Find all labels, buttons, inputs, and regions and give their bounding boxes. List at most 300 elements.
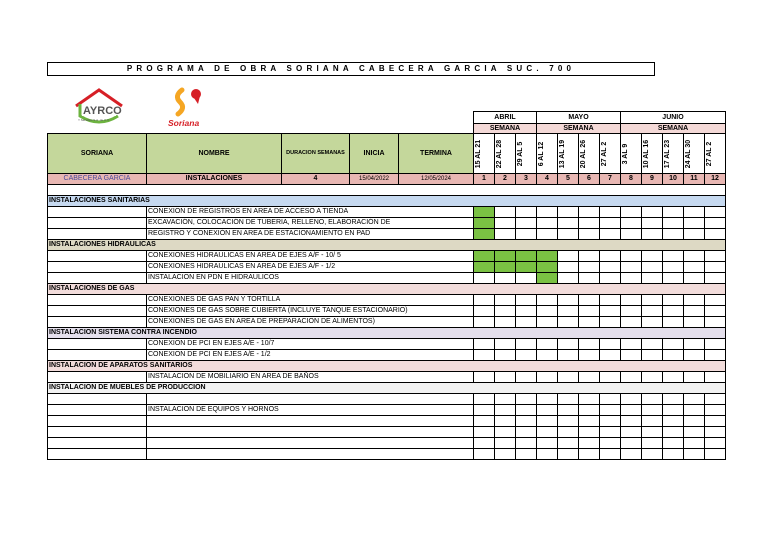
week-cell — [558, 262, 579, 273]
month-abril: ABRIL — [474, 112, 537, 124]
week-cell — [705, 207, 726, 218]
week-cell — [516, 350, 537, 361]
task-name: REGISTRO Y CONEXIÓN EN AREA DE ESTACIONAMIENTO EN PAD — [147, 229, 474, 240]
week-cell — [621, 339, 642, 350]
task-soriana-cell — [48, 350, 147, 361]
week-cell — [600, 438, 621, 449]
week-cell — [516, 262, 537, 273]
task-row — [48, 218, 726, 229]
week-cell — [705, 251, 726, 262]
week-label: 29 AL 5 — [517, 141, 524, 166]
week-cell — [495, 449, 516, 460]
task-name: CONEXIONES HIDRAULICAS EN AREA DE EJES A/F - 10/ 5 — [147, 251, 474, 262]
week-cell — [621, 218, 642, 229]
week-cell — [474, 273, 495, 284]
week-cell — [600, 218, 621, 229]
section-label: INSTALACION SISTEMA CONTRA INCENDIO — [48, 328, 726, 339]
week-cell — [684, 273, 705, 284]
week-cell — [579, 427, 600, 438]
week-cell — [600, 339, 621, 350]
task-name: CONEXIONES DE GAS SOBRE CUBIERTA (INCLUYE TANQUE ESTACIONARIO) — [147, 306, 474, 317]
week-cell — [663, 416, 684, 427]
week-cell — [579, 218, 600, 229]
week-number: 2 — [495, 174, 516, 185]
task-soriana-cell — [48, 394, 147, 405]
week-cell — [705, 295, 726, 306]
week-cell — [663, 317, 684, 328]
week-cell — [495, 372, 516, 383]
week-label: 17 AL 23 — [664, 139, 671, 168]
week-cell — [705, 273, 726, 284]
week-header — [516, 134, 537, 174]
task-soriana-cell — [48, 229, 147, 240]
week-number: 1 — [474, 174, 495, 185]
task-row — [48, 438, 726, 449]
week-cell — [537, 427, 558, 438]
week-cell — [684, 427, 705, 438]
week-cell — [663, 218, 684, 229]
semana-row — [48, 124, 726, 134]
week-cell — [516, 405, 537, 416]
info-nombre: INSTALACIONES — [147, 174, 282, 185]
week-cell — [642, 229, 663, 240]
task-name — [147, 438, 474, 449]
task-row — [48, 449, 726, 460]
week-cell — [474, 229, 495, 240]
week-cell — [474, 306, 495, 317]
section-label: INSTALACION DE APARATOS SANITARIOS — [48, 361, 726, 372]
section-row — [48, 383, 726, 394]
info-soriana: CABECERA GARCIA — [48, 174, 147, 185]
task-row — [48, 339, 726, 350]
task-row — [48, 295, 726, 306]
header-nombre: NOMBRE — [147, 134, 282, 174]
week-label: 27 AL 2 — [706, 141, 713, 166]
task-name: CONEXIONES HIDRAULICAS EN AREA DE EJES A/F - 1/2 — [147, 262, 474, 273]
week-number: 8 — [621, 174, 642, 185]
week-cell — [579, 416, 600, 427]
task-row — [48, 394, 726, 405]
task-soriana-cell — [48, 273, 147, 284]
week-cell — [663, 295, 684, 306]
week-cell — [642, 394, 663, 405]
week-cell — [621, 350, 642, 361]
ayrco-text: AYRCO — [83, 105, 122, 117]
week-cell — [621, 438, 642, 449]
week-cell — [642, 405, 663, 416]
week-cell — [495, 306, 516, 317]
week-label: 27 AL 2 — [601, 141, 608, 166]
week-cell — [600, 273, 621, 284]
week-cell — [516, 273, 537, 284]
week-cell — [684, 438, 705, 449]
week-header — [705, 134, 726, 174]
week-label: 20 AL 26 — [580, 139, 587, 168]
week-cell — [621, 317, 642, 328]
week-cell — [579, 449, 600, 460]
week-cell — [516, 317, 537, 328]
week-cell — [516, 394, 537, 405]
week-cell — [621, 207, 642, 218]
week-cell — [642, 427, 663, 438]
week-number: 4 — [537, 174, 558, 185]
week-cell — [642, 295, 663, 306]
week-cell — [705, 372, 726, 383]
task-row — [48, 251, 726, 262]
week-number: 10 — [663, 174, 684, 185]
week-label: 24 AL 30 — [685, 139, 692, 168]
week-cell — [705, 427, 726, 438]
week-cell — [600, 449, 621, 460]
week-cell — [684, 416, 705, 427]
page-title: PROGRAMA DE OBRA SORIANA CABECERA GARCIA SUC. 700 — [47, 62, 655, 76]
week-label: 13 AL 19 — [559, 139, 566, 168]
week-cell — [516, 306, 537, 317]
week-cell — [495, 427, 516, 438]
week-cell — [474, 449, 495, 460]
week-cell — [579, 339, 600, 350]
task-name: CONEXIONES DE GAS PAN Y TORTILLA — [147, 295, 474, 306]
week-cell — [474, 394, 495, 405]
task-name: INSTALACION DE MOBILIARIO EN AREA DE BAÑOS — [147, 372, 474, 383]
week-cell — [579, 251, 600, 262]
week-cell — [558, 229, 579, 240]
week-header — [558, 134, 579, 174]
task-name — [147, 449, 474, 460]
week-cell — [621, 295, 642, 306]
task-row — [48, 207, 726, 218]
week-cell — [600, 372, 621, 383]
week-cell — [684, 372, 705, 383]
week-cell — [663, 372, 684, 383]
week-cell — [537, 262, 558, 273]
week-cell — [495, 416, 516, 427]
week-cell — [537, 317, 558, 328]
week-cell — [684, 306, 705, 317]
week-cell — [621, 306, 642, 317]
week-cell — [600, 427, 621, 438]
week-cell — [516, 427, 537, 438]
section-row — [48, 284, 726, 295]
week-cell — [705, 416, 726, 427]
week-cell — [579, 438, 600, 449]
week-cell — [474, 427, 495, 438]
week-cell — [705, 350, 726, 361]
week-cell — [537, 273, 558, 284]
week-cell — [663, 394, 684, 405]
week-cell — [705, 229, 726, 240]
task-name: EXCAVACIÓN, COLOCACIÓN DE TUBERIA, RELLENO, ELABORACIÓN DE — [147, 218, 474, 229]
task-row — [48, 317, 726, 328]
week-cell — [663, 427, 684, 438]
week-cell — [537, 306, 558, 317]
task-row — [48, 427, 726, 438]
week-cell — [705, 262, 726, 273]
week-number: 7 — [600, 174, 621, 185]
week-cell — [600, 405, 621, 416]
week-cell — [537, 295, 558, 306]
week-header — [642, 134, 663, 174]
week-cell — [537, 416, 558, 427]
week-cell — [684, 317, 705, 328]
week-cell — [558, 339, 579, 350]
week-cell — [495, 394, 516, 405]
week-cell — [642, 273, 663, 284]
section-label: INSTALACIONES SANITARIAS — [48, 196, 726, 207]
task-name — [147, 427, 474, 438]
week-cell — [579, 317, 600, 328]
week-cell — [684, 218, 705, 229]
week-cell — [558, 427, 579, 438]
section-row — [48, 240, 726, 251]
week-cell — [474, 317, 495, 328]
header-duracion: DURACION SEMANAS — [282, 134, 350, 174]
week-label: 22 AL 28 — [496, 139, 503, 168]
task-name — [147, 394, 474, 405]
task-soriana-cell — [48, 207, 147, 218]
week-cell — [621, 251, 642, 262]
section-row — [48, 328, 726, 339]
week-cell — [621, 416, 642, 427]
week-cell — [600, 207, 621, 218]
task-name: INSTALACION EN PDN E HIDRAULICOS — [147, 273, 474, 284]
week-cell — [537, 449, 558, 460]
week-cell — [642, 218, 663, 229]
week-label: 10 AL 16 — [643, 139, 650, 168]
week-cell — [495, 350, 516, 361]
week-cell — [495, 218, 516, 229]
week-header — [579, 134, 600, 174]
week-header — [537, 134, 558, 174]
info-row — [48, 174, 726, 185]
week-cell — [642, 372, 663, 383]
week-cell — [516, 218, 537, 229]
week-cell — [663, 405, 684, 416]
week-cell — [558, 251, 579, 262]
week-header — [684, 134, 705, 174]
week-cell — [600, 229, 621, 240]
month-row — [48, 112, 726, 124]
week-cell — [537, 207, 558, 218]
task-name: CONEXION DE REGISTROS EN AREA DE ACCESO A TIENDA — [147, 207, 474, 218]
week-cell — [621, 405, 642, 416]
week-cell — [600, 262, 621, 273]
week-number: 6 — [579, 174, 600, 185]
week-header — [600, 134, 621, 174]
week-header — [474, 134, 495, 174]
week-cell — [621, 372, 642, 383]
header-soriana: SORIANA — [48, 134, 147, 174]
task-name: CONEXION DE PCI EN EJES A/E - 10/7 — [147, 339, 474, 350]
week-cell — [684, 350, 705, 361]
week-cell — [474, 262, 495, 273]
task-soriana-cell — [48, 438, 147, 449]
schedule-table — [47, 111, 726, 460]
section-label: INSTALACION DE MUEBLES DE PRODUCCION — [48, 383, 726, 394]
week-cell — [621, 427, 642, 438]
week-label: 6 AL 12 — [538, 141, 545, 166]
semana-mayo: SEMANA — [537, 124, 621, 134]
week-cell — [642, 416, 663, 427]
week-cell — [621, 229, 642, 240]
week-cell — [663, 306, 684, 317]
week-cell — [558, 372, 579, 383]
week-cell — [537, 405, 558, 416]
week-number: 3 — [516, 174, 537, 185]
week-cell — [495, 229, 516, 240]
task-soriana-cell — [48, 262, 147, 273]
week-cell — [642, 306, 663, 317]
section-label: INSTALACIONES DE GAS — [48, 284, 726, 295]
week-cell — [663, 438, 684, 449]
week-cell — [621, 262, 642, 273]
soriana-logo-text: Soriana — [168, 118, 200, 128]
section-row — [48, 196, 726, 207]
week-cell — [516, 416, 537, 427]
month-junio: JUNIO — [621, 112, 726, 124]
week-cell — [558, 405, 579, 416]
week-cell — [579, 207, 600, 218]
week-cell — [600, 251, 621, 262]
week-cell — [663, 449, 684, 460]
task-name — [147, 416, 474, 427]
info-inicia: 15/04/2022 — [350, 174, 399, 185]
week-cell — [621, 394, 642, 405]
week-cell — [474, 350, 495, 361]
week-number: 12 — [705, 174, 726, 185]
task-row — [48, 405, 726, 416]
week-label: 15 AL 21 — [475, 139, 482, 168]
week-cell — [705, 306, 726, 317]
task-name: CONEXION DE PCI EN EJES A/E - 1/2 — [147, 350, 474, 361]
week-header — [495, 134, 516, 174]
week-cell — [474, 218, 495, 229]
info-termina: 12/05/2024 — [399, 174, 474, 185]
week-cell — [579, 372, 600, 383]
week-cell — [684, 207, 705, 218]
week-cell — [474, 207, 495, 218]
week-cell — [537, 350, 558, 361]
week-cell — [684, 295, 705, 306]
task-row — [48, 306, 726, 317]
task-soriana-cell — [48, 427, 147, 438]
week-cell — [537, 438, 558, 449]
week-cell — [642, 449, 663, 460]
header-inicia: INICIA — [350, 134, 399, 174]
task-soriana-cell — [48, 339, 147, 350]
week-cell — [558, 438, 579, 449]
week-cell — [684, 449, 705, 460]
section-row — [48, 361, 726, 372]
week-cell — [684, 251, 705, 262]
week-cell — [600, 416, 621, 427]
week-cell — [621, 273, 642, 284]
week-cell — [495, 405, 516, 416]
week-cell — [495, 295, 516, 306]
week-cell — [537, 339, 558, 350]
week-cell — [642, 438, 663, 449]
week-cell — [663, 350, 684, 361]
week-cell — [516, 449, 537, 460]
week-cell — [705, 449, 726, 460]
week-cell — [474, 438, 495, 449]
week-cell — [579, 295, 600, 306]
week-cell — [495, 207, 516, 218]
week-cell — [558, 207, 579, 218]
week-cell — [537, 218, 558, 229]
week-cell — [663, 273, 684, 284]
header-row — [48, 134, 726, 174]
week-cell — [516, 438, 537, 449]
week-cell — [579, 394, 600, 405]
week-cell — [705, 394, 726, 405]
week-cell — [516, 207, 537, 218]
week-cell — [474, 372, 495, 383]
week-number: 11 — [684, 174, 705, 185]
task-soriana-cell — [48, 218, 147, 229]
week-cell — [684, 262, 705, 273]
week-cell — [642, 317, 663, 328]
week-cell — [663, 229, 684, 240]
task-name: CONEXIONES DE GAS EN AREA DE PREPARACION DE ALIMENTOS) — [147, 317, 474, 328]
task-row — [48, 229, 726, 240]
week-cell — [495, 251, 516, 262]
week-cell — [558, 295, 579, 306]
week-cell — [663, 339, 684, 350]
week-cell — [495, 317, 516, 328]
week-cell — [663, 262, 684, 273]
week-cell — [516, 339, 537, 350]
week-cell — [537, 229, 558, 240]
week-cell — [663, 207, 684, 218]
header-termina: TERMINA — [399, 134, 474, 174]
task-row — [48, 350, 726, 361]
week-label: 3 AL 9 — [622, 143, 629, 164]
week-cell — [600, 295, 621, 306]
task-row — [48, 372, 726, 383]
week-cell — [537, 394, 558, 405]
semana-abril: SEMANA — [474, 124, 537, 134]
week-cell — [474, 251, 495, 262]
week-cell — [558, 449, 579, 460]
week-cell — [558, 218, 579, 229]
task-soriana-cell — [48, 306, 147, 317]
week-cell — [642, 251, 663, 262]
task-soriana-cell — [48, 295, 147, 306]
week-cell — [579, 229, 600, 240]
week-cell — [579, 405, 600, 416]
week-header — [621, 134, 642, 174]
week-cell — [600, 306, 621, 317]
week-cell — [684, 394, 705, 405]
task-soriana-cell — [48, 405, 147, 416]
week-cell — [705, 438, 726, 449]
week-cell — [474, 405, 495, 416]
week-cell — [474, 295, 495, 306]
week-cell — [642, 207, 663, 218]
spacer-row — [48, 185, 726, 196]
info-duracion: 4 — [282, 174, 350, 185]
week-cell — [642, 339, 663, 350]
week-cell — [579, 350, 600, 361]
semana-junio: SEMANA — [621, 124, 726, 134]
week-cell — [474, 416, 495, 427]
week-cell — [684, 405, 705, 416]
week-cell — [684, 229, 705, 240]
week-cell — [516, 372, 537, 383]
week-cell — [705, 218, 726, 229]
week-cell — [600, 317, 621, 328]
